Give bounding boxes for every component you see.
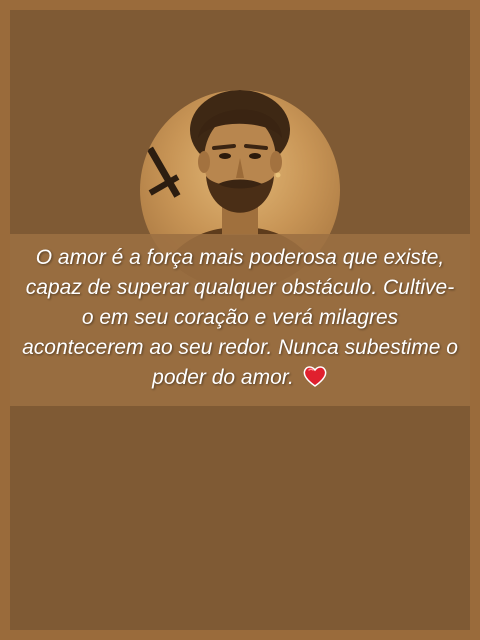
quote-paragraph — [20, 243, 460, 397]
quote-banner — [10, 234, 470, 406]
quote-text: O amor é a força mais poderosa que existe, capaz de superar qualquer obstáculo. Cultive-o em seu coração e verá milagres acontecerem ao seu redor. Nunca subestime o poder do amor. — [22, 246, 458, 389]
red-heart-icon — [302, 364, 328, 397]
